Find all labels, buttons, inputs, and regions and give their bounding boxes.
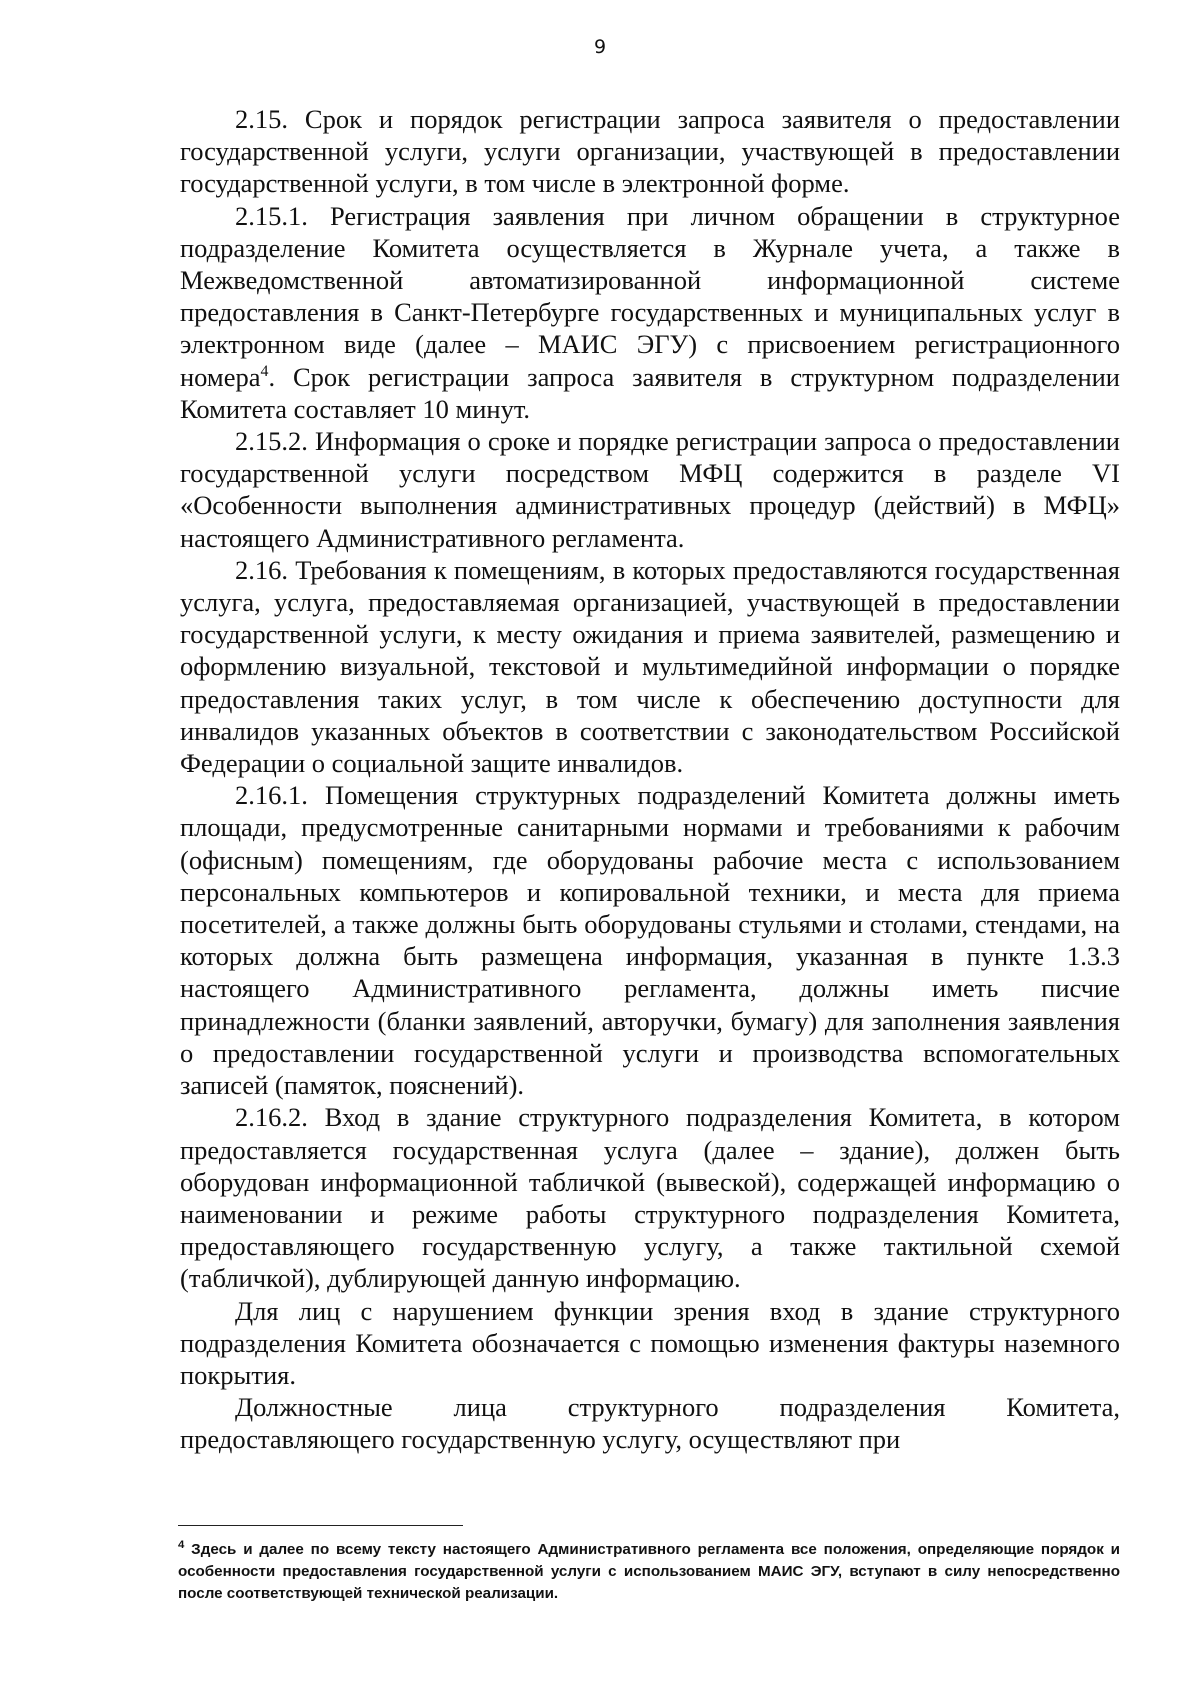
footnote-separator (178, 1525, 463, 1526)
paragraph-2-15-2: 2.15.2. Информация о сроке и порядке регистрации запроса о предоставлении государственной услуги посредством МФЦ содержится в разделе VI «Особенности выполнения административных процедур (действий) в МФЦ» настоящего Административного регламента. (180, 426, 1120, 553)
paragraph-2-15-1-tail: . Срок регистрации запроса заявителя в структурном подразделении Комитета составляет 10 минут. (180, 361, 1120, 424)
footnote-reference[interactable]: 4 (260, 362, 269, 380)
paragraph-2-16-2: 2.16.2. Вход в здание структурного подразделения Комитета, в котором предоставляется государственная услуга (далее – здание), должен быть оборудован информационной табличкой (вывеской), содержащей информацию о наименовании и режиме работы структурного подразделения Комитета, предоставляющего государственную услугу, а также тактильной схемой (табличкой), дублирующей данную информацию. (180, 1102, 1120, 1294)
paragraph-officials: Должностные лица структурного подразделения Комитета, предоставляющего государственную услугу, осуществляют при (180, 1392, 1120, 1455)
paragraph-2-15: 2.15. Срок и порядок регистрации запроса заявителя о предоставлении государственной услуги, услуги организации, участвующей в предоставлении государственной услуги, в том числе в электронной форме. (180, 104, 1120, 199)
paragraph-2-16: 2.16. Требования к помещениям, в которых предоставляются государственная услуга, услуга, предоставляемая организацией, участвующей в предоставлении государственной услуги, к месту ожидания и приема заявителей, размещению и оформлению визуальной, текстовой и мультимедийной информации о порядке предоставления таких услуг, в том числе к обеспечению доступности для инвалидов указанных объектов в соответствии с законодательством Российской Федерации о социальной защите инвалидов. (180, 554, 1120, 779)
document-body (180, 103, 1120, 1456)
paragraph-2-15-1 (180, 200, 1120, 425)
footnote-text: Здесь и далее по всему тексту настоящего Административного регламента все положения, определяющие порядок и особенности предоставления государственной услуги с использованием МАИС ЭГУ, вступают в силу непосредственно после соответствующей технической реализации. (178, 1541, 1120, 1602)
footnote-marker: 4 (178, 1538, 185, 1551)
paragraph-2-15-1-text: 2.15.1. Регистрация заявления при личном обращении в структурное подразделение Комитета осуществляется в Журнале учета, а также в Межведомственной автоматизированной информационной системе предоставления в Санкт-Петербурге государственных и муниципальных услуг в электронном виде (далее – МАИС ЭГУ) с присвоением регистрационного номера (180, 200, 1120, 392)
paragraph-visual-impairment: Для лиц с нарушением функции зрения вход в здание структурного подразделения Комитета обозначается с помощью изменения фактуры наземного покрытия. (180, 1295, 1120, 1390)
footnote (178, 1539, 1120, 1605)
paragraph-2-16-1: 2.16.1. Помещения структурных подразделений Комитета должны иметь площади, предусмотренные санитарными нормами и требованиями к рабочим (офисным) помещениям, где оборудованы рабочие места с использованием персональных компьютеров и копировальной техники, и места для приема посетителей, а также должны быть оборудованы стульями и столами, стендами, на которых должна быть размещена информация, указанная в пункте 1.3.3 настоящего Административного регламента, должны иметь писчие принадлежности (бланки заявлений, авторучки, бумагу) для заполнения заявления о предоставлении государственной услуги и производства вспомогательных записей (памяток, пояснений). (180, 780, 1120, 1101)
page-number: 9 (593, 36, 607, 58)
